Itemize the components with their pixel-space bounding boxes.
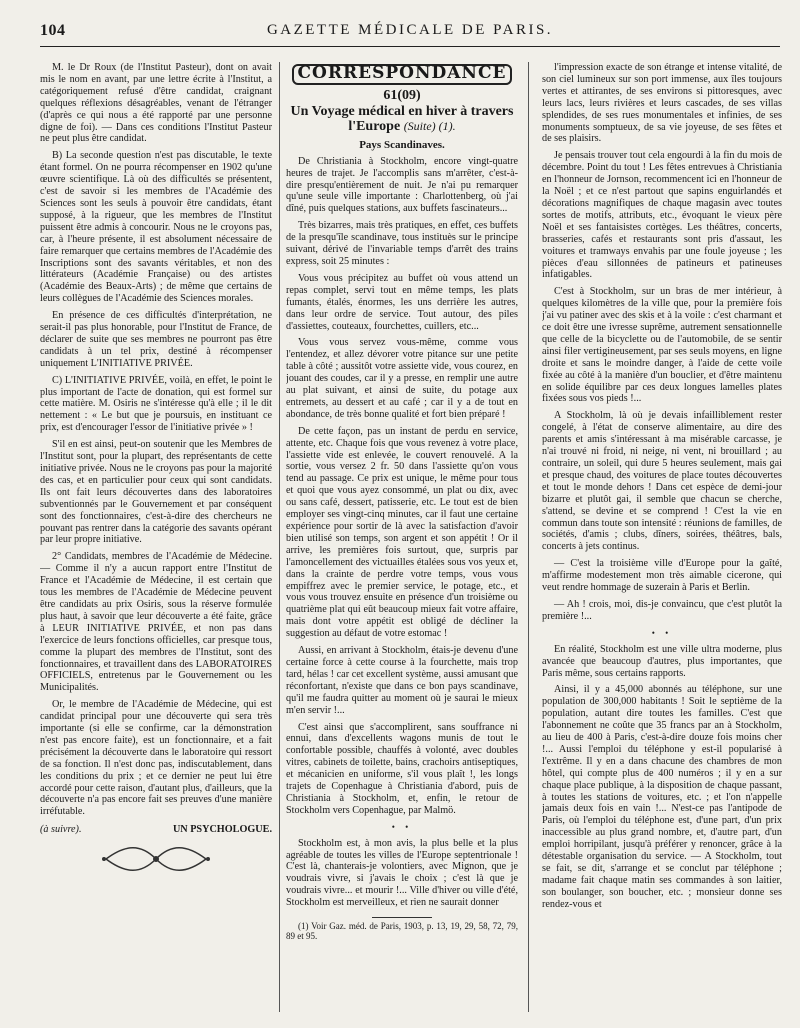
section-banner: CORRESPONDANCE: [292, 64, 512, 85]
paragraph: C'est à Stockholm, sur un bras de mer intérieur, à quelques kilomètres de la ville que, pour la première fois j'ai vu patiner avec des skis et à la voile : c'est charmant et ce doit être une ivresse suprême, autrement sensationnelle que celle de la bicyclette ou de l'automobile, de se sentir ainsi filer vertigineusement, par ses seuls moyens, en ligne droite et sans le moindre danger, à l'aide de cette voile fixée au côté à la manière d'un bouclier, et d'être maintenu en solide équilibre par ces deux longues lamelles plates fixées sous vos pieds !...: [542, 286, 782, 405]
separator-dots: • •: [391, 821, 413, 832]
column-middle: [286, 62, 518, 1012]
paragraph: A Stockholm, là où je devais infailliblement rester congelé, à l'état de conserve alimentaire, au dire des parents et amis s'intéressant à ma misérable carcasse, je n'ai trouvé ni froid, ni neige, ni vent, ni brouillard ; au contraire, un soleil, qui dure 5 heures seulement, mais gai et presque chaud, des voitures de place toutes découvertes et tout le monde dehors ! Dans cet espèce de demi-jour bizarre et plutôt gai, il semble que chacun se cherche, s'attend, se devine et se comprend ! C'est la vie en commun dans toute son intensité : réunions de familles, de sociétés, d'amis ; clubs, dîners, soirées, théâtres, bals, concerts à jets continus.: [542, 410, 782, 553]
paragraph: Vous vous servez vous-même, comme vous l'entendez, et allez dévorer votre pitance sur une petite table à côté ; aussitôt votre assiette vide, vous courez, en jouant des coudes, car il y a presse, en remplir une autre au plat suivant, et ainsi de suite, du potage aux entremets, au dessert et au café ; car il y a de tout en abondance, de très bonne qualité et fort bien préparé !: [286, 337, 518, 420]
paragraph: Je pensais trouver tout cela engourdi à la fin du mois de décembre. Point du tout ! Les fêtes entrevues à Christiania en l'honneur de Jornson, recommencent ici en l'honneur de la Noël ; et ce n'est partout que sapins enguirlandés et décorations magnifiques de chaque magasin avec toutes sortes de motifs, attributs, etc., évoquant le vieux père Noël et ses fantaisistes cortèges. Les théâtres, concerts, brasseries, cafés et restaurants sont pris d'assaut, les voitures et tramways envahis par une foule joyeuse ; les pièces d'eau sillonnées de patineurs et patineuses infatigables.: [542, 150, 782, 281]
footnote: (1) Voir Gaz. méd. de Paris, 1903, p. 13, 19, 29, 58, 72, 79, 89 et 95.: [286, 921, 518, 942]
paragraph: B) La seconde question n'est pas discutable, le texte étant formel. On ne pourra récompenser en 1902 qu'une œuvre scientifique. Là où des difficultés se présentent, c'est de savoir si les membres de l'Académie des Sciences sont les seuls à pouvoir être candidats, étant supposé, à la rigueur, que les membres de l'Institut puissent être admis à concourir. Nous ne le croyons pas, car, à l'heure présente, il est absolument nécessaire de faire remarquer que certains membres de l'Académie des Inscriptions sont des savants véritables, et non des littérateurs (Académie Française) ou des artistes (Académie des Beaux-Arts) ; de même que certains de leurs collègues de l'Académie des Sciences morales.: [40, 150, 272, 305]
signature-line: [40, 824, 272, 836]
paragraph: 2° Candidats, membres de l'Académie de Médecine. — Comme il n'y a aucun rapport entre l'Institut de France et l'Académie de Médecine, il est certain que tous les membres de l'Académie de Médecine peuvent être candidats au prix Osiris, sous la réserve formulée plus haut, à savoir que leur découverte a été faite, grâce à LEUR INITIATIVE PRIVÉE, et non pas dans l'exercice de leurs fonctions officielles, car presque tous, comme la plupart des membres de l'Institut, sont des fonctionnaires, et travaillent dans des LABORATOIRES OFFICIELS, entretenus par le Gouvernement ou les Municipalités.: [40, 551, 272, 694]
paragraph: Aussi, en arrivant à Stockholm, étais-je devenu d'une certaine force à cette course à la fourchette, mais trop tard, hélas ! car cet excellent système, aussi amusant que réconfortant, n'existe que dans ce bon pays scandinave, qu'il me faudra quitter au moment où je saurai le mieux m'en servir !...: [286, 645, 518, 716]
page-number: 104: [40, 22, 66, 39]
paragraph: M. le Dr Roux (de l'Institut Pasteur), dont on avait mis le nom en avant, par une lettre écrite à l'Institut, a catégoriquement refusé d'être candidat, craignant quelques réflexions désagréables, venant de l'étranger (d'après ce qui nous a été rapporté par une personne digne de foi). — Dans ces conditions l'Institut Pasteur ne peut plus être candidat.: [40, 62, 272, 145]
column-divider: [528, 62, 529, 1012]
paragraph: Ainsi, il y a 45,000 abonnés au téléphone, sur une population de 300,000 habitants ! Soit le septième de la population, autant dire toutes les familles. C'est que l'abonnement ne coûte que 35 francs par an à Stockholm, au lieu de 400 à Paris, c'est-à-dire douze fois moins cher !... Aussi l'emploi du téléphone y est-il popularisé à l'extrême. Il y en a dans chacune des chambres de mon hôtel, qui compte plus de 400 numéros ; il y en a sur chaque place publique, à la disposition de chaque passant, à toutes les stations de voitures, etc. ; et l'on n'appelle jamais deux fois en vain !... N'est-ce pas l'antipode de Paris, où l'emploi du téléphone est, d'une part, d'un prix inaccessible au plus grand nombre, et, d'autre part, d'un emploi horripilant, jusqu'à préférer y renoncer, grâce à la détestable organisation du service. — A Stockholm, tout se fait, se dit, s'arrange et se conclut par téléphone ; madame fait chaque matin ses commandes à son laitier, son boulanger, son boucher, etc. ; monsieur donne ses rendez-vous et: [542, 684, 782, 910]
footnote-rule: [372, 917, 432, 918]
article-title-text: Un Voyage médical en hiver à travers l'Europe: [290, 103, 514, 134]
paragraph: De cette façon, pas un instant de perdu en service, attente, etc. Chaque fois que vous revenez à votre place, l'assiette vide est enlevée, le couvert renouvelé. A la sortie, vous versez 2 fr. 50 dans l'assiette qu'on vous tend au passage. Ce prix est unique, le même pour tous et quoi que vous ayez consommé, un plat ou dix, avec ou sans café, dessert, patisserie, etc. Le tout est de bien employer ses vingt-cinq minutes, car il faut une certaine expérience pour sortir de là avec la satisfaction d'avoir bien utilisé son temps, son argent et son appétit ! Or il arrive, les premières fois surtout, que, surpris par l'amoncellement des victuailles étalées sous vos yeux et, dans la crainte de perdre votre temps, vous vous empiffrez avec le premier service, le potage, etc., et vous vous trouvez ensuite en présence d'un troisième ou quatrième plat qui eût beaucoup mieux fait votre affaire, mais dont votre appétit est obligé de décliner la suggestion au défaut de votre estomac !: [286, 425, 518, 640]
paragraph: Très bizarres, mais très pratiques, en effet, ces buffets de la presqu'île scandinave, tous instituès sur le principe suivant, dérivé de l'invariable temps d'arrêt des trains express, soit 25 minutes :: [286, 220, 518, 267]
paragraph: S'il en est ainsi, peut-on soutenir que les Membres de l'Institut sont, pour la plupart, des représentants de cette initiative privée. Nous ne le croyons pas pour la majorité des cas, et en particulier pour ceux qui sont candidats. Ils ont fait leurs découvertes dans des laboratoires subventionnés par le Gouvernement et par conséquent sont des fonctionnaires, c'est-à-dire des chercheurs ne pouvant pas rentrer dans la catégorie des savants opérant par leur propre initiative.: [40, 439, 272, 546]
paragraph: En présence de ces difficultés d'interprétation, ne serait-il pas plus honorable, pour l'Institut de France, de déclarer de suite que ses membres ne pourront pas être candidats à un tel prix, destiné à récompenser uniquement L'INITIATIVE PRIVÉE.: [40, 310, 272, 369]
paragraph: C) L'INITIATIVE PRIVÉE, voilà, en effet, le point le plus important de l'acte de donation, qui est formel sur cette matière. M. Osiris ne s'intéresse qu'à elle ; il le dit nettement : « Le but que je poursuis, en instituant ce prix, est d'encourager l'essor de l'initiative privée » !: [40, 374, 272, 434]
ornament-flourish: [96, 842, 216, 876]
author-signature: UN PSYCHOLOGUE.: [172, 824, 272, 836]
header-rule: [40, 46, 780, 47]
paragraph: Vous vous précipitez au buffet où vous attend un repas complet, servi tout en même temps, les plats fumants, étalés, énormes, les uns derrière les autres, dans leur ordre de service. Tout autour, des piles d'assiettes, couteaux, fourchettes, cuillers, etc...: [286, 272, 518, 332]
article-title: [286, 104, 518, 134]
section-heading: Pays Scandinaves.: [359, 138, 445, 151]
paragraph: l'impression exacte de son étrange et intense vitalité, de son ciel lumineux sur son port immense, aux îles toujours vertes et attirantes, de ses environs si pittoresques, avec leurs lacs, leurs rivières et leurs cascades, de ses villas splendides, de ses rues monumentales et infinies, de ses monuments somptueux, de sa vie joyeuse, de ses fêtes et de ses plaisirs.: [542, 62, 782, 145]
column-left: [40, 62, 272, 1012]
separator-dots: • •: [651, 627, 673, 638]
classification-number: 61(09): [383, 87, 421, 103]
column-divider: [279, 62, 280, 1012]
running-header: [40, 22, 780, 44]
paragraph: — C'est la troisième ville d'Europe pour la gaîté, m'affirme modestement mon très aimable cicerone, qui veut rendre hommage de suzerain à Paris et Berlin.: [542, 558, 782, 594]
journal-title: GAZETTE MÉDICALE DE PARIS.: [266, 22, 554, 38]
paragraph: En réalité, Stockholm est une ville ultra moderne, plus avancée que beaucoup d'autres, plus importantes, que Paris même, sous certains rapports.: [542, 643, 782, 679]
paragraph: C'est ainsi que s'accomplirent, sans souffrance ni ennui, dans d'excellents wagons munis de tout le confortable possible, chauffés à volonté, avec doubles vitres, cabinets de toilette, bains, crachoirs antiseptiques, et mécanicien en uniforme, s'il vous plaît !, les longs trajets de Copenhague à Christiania d'abord, puis de Christiania à Stockholm, et, enfin, le retour de Stockholm vers Copenhague, par Malmö.: [286, 721, 518, 816]
article-title-suffix: (Suite) (1).: [403, 118, 456, 133]
paragraph: — Ah ! crois, moi, dis-je convaincu, que c'est plutôt la première !...: [542, 598, 782, 622]
column-right: [542, 62, 782, 1012]
paragraph: Stockholm est, à mon avis, la plus belle et la plus agréable de toutes les villes de l'Europe septentrionale ! C'est là, chanterais-je volontiers, avec Mignon, que je voudrais vivre, si j'avais le choix ; c'est là que je voudrais vivre... et mourir !... Ville d'hiver ou ville d'été, Stockholm est merveilleux, et rien ne saurait donner: [286, 837, 518, 909]
paragraph: De Christiania à Stockholm, encore vingt-quatre heures de trajet. Je l'accomplis sans m'arrêter, c'est-à-dire presqu'entièrement de nuit. Je n'ai pu remarquer qu'une seule ville importante : Charlottenberg, où j'ai dîné, puis quelques stations, aux buffets fascinateurs...: [286, 155, 518, 215]
to-be-continued: (à suivre).: [40, 824, 82, 836]
paragraph: Or, le membre de l'Académie de Médecine, qui est candidat principal pour une découverte qui sera très importante (si elle se confirme, car la démonstration n'est pas encore faite), est un fonctionnaire, et a fait précisément la découverte dans le laboratoire qui ressort de sa fonction. Il n'est donc pas, indiscutablement, dans les conditions du prix ; et ce dernier ne peut lui être accordé pour cette raison, d'autant plus, d'ailleurs, que la découverte n'a pas encore fait ses preuves d'une manière irréfutable.: [40, 699, 272, 818]
